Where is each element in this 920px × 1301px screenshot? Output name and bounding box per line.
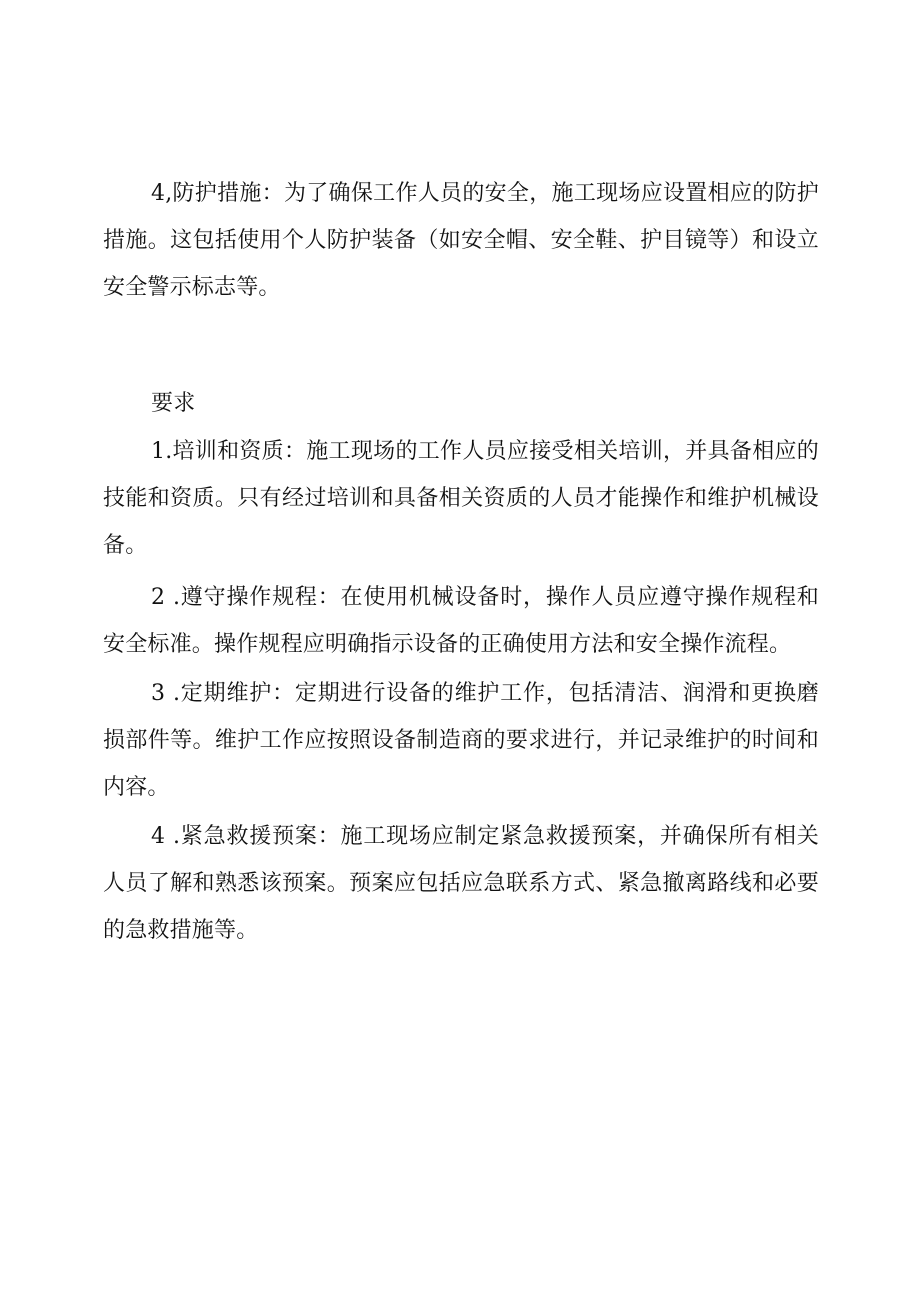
requirement-item: 3 .定期维护：定期进行设备的维护工作，包括清洁、润滑和更换磨损部件等。维护工作应按照设备制造商的要求进行，并记录维护的时间和内容。: [103, 681, 819, 800]
requirement-item: 2 .遵守操作规程：在使用机械设备时，操作人员应遵守操作规程和安全标准。操作规程应明确指示设备的正确使用方法和安全操作流程。: [103, 585, 819, 657]
requirement-item: 4 .紧急救援预案：施工现场应制定紧急救援预案，并确保所有相关人员了解和熟悉该预案。预案应包括应急联系方式、紧急撤离路线和必要的急救措施等。: [103, 824, 819, 943]
protective-measures-paragraph: 4,防护措施：为了确保工作人员的安全，施工现场应设置相应的防护措施。这包括使用个人防护装备（如安全帽、安全鞋、护目镜等）和设立安全警示标志等。: [103, 181, 819, 300]
requirement-item: 1.培训和资质：施工现场的工作人员应接受相关培训，并具备相应的技能和资质。只有经过培训和具备相关资质的人员才能操作和维护机械设备。: [103, 439, 819, 558]
section-heading: 要求: [151, 391, 196, 416]
